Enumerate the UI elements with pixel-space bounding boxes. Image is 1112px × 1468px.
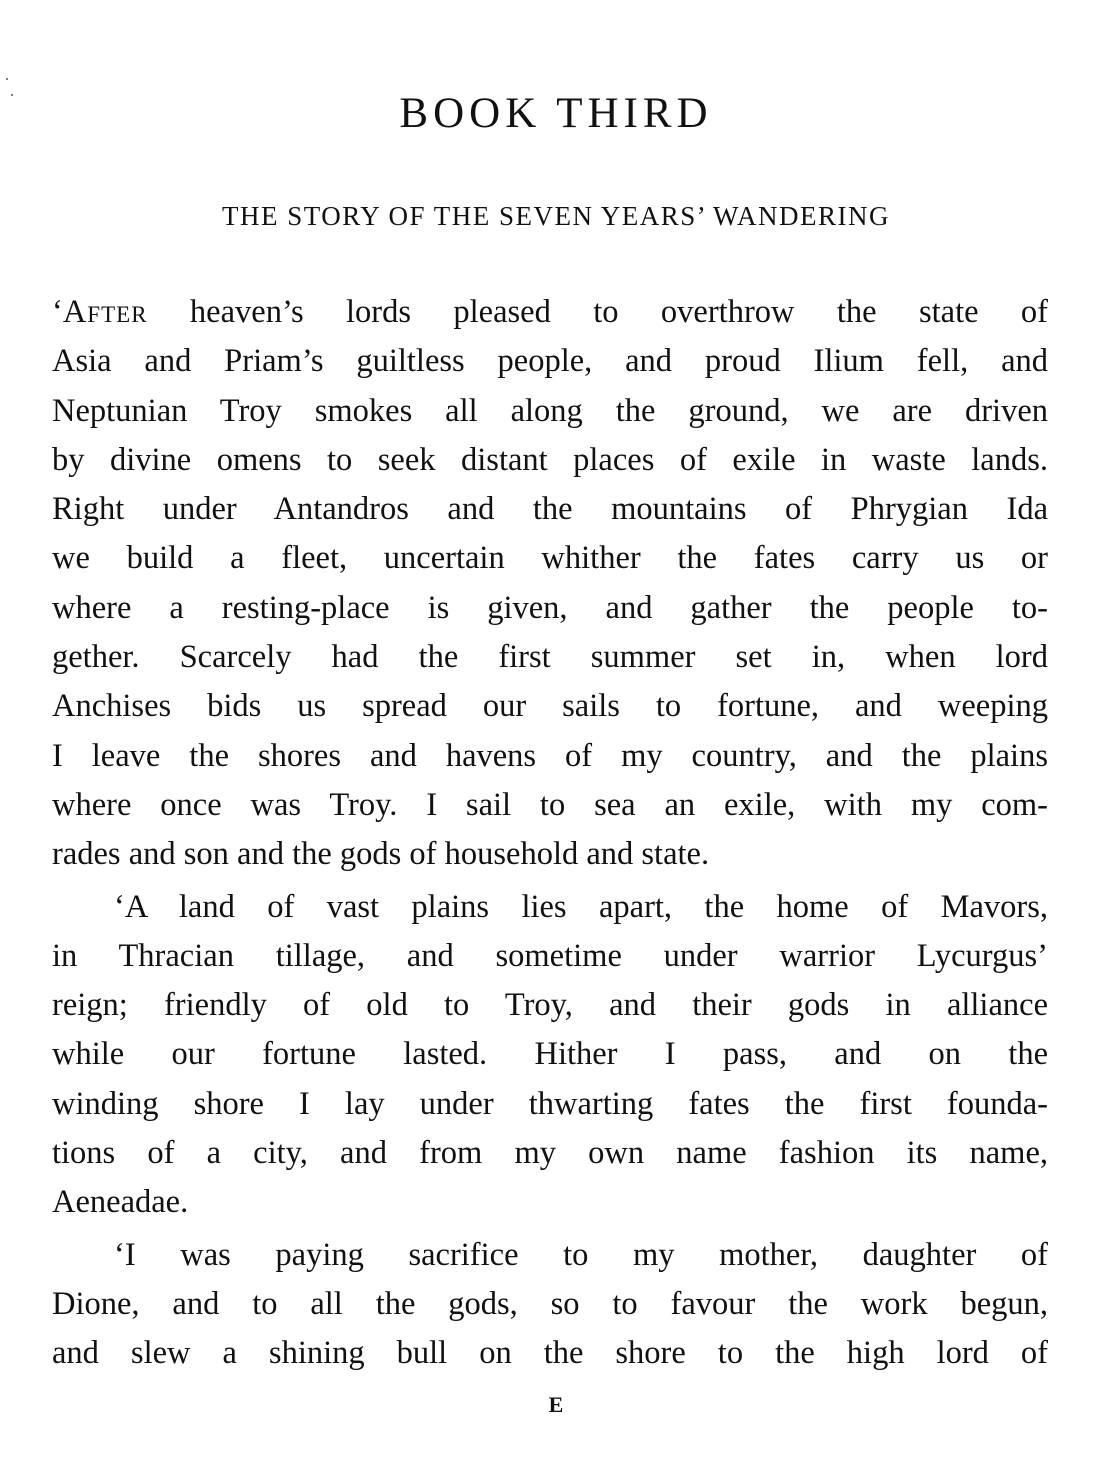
paragraph-1 <box>52 288 1048 880</box>
text-line: we build a fleet, uncertain whither the fates carry us or <box>52 540 1048 577</box>
text-line: in Thracian tillage, and sometime under warrior Lycurgus’ <box>52 937 1048 974</box>
text-line: rades and son and the gods of household and state. <box>52 836 710 873</box>
paragraph-3 <box>52 1231 1048 1379</box>
text-line: I leave the shores and havens of my country, and the plains <box>52 737 1048 774</box>
book-title: BOOK THIRD <box>399 90 713 137</box>
opening-quote: ‘ <box>52 294 63 330</box>
text-line-rest: heaven’s lords pleased to overthrow the state of <box>147 294 1048 330</box>
text-line: and slew a shining bull on the shore to the high lord of <box>52 1335 1048 1372</box>
text-line: ‘A land of vast plains lies apart, the home of Mavors, <box>114 888 1048 925</box>
scan-speck <box>6 78 8 80</box>
chapter-subtitle: THE STORY OF THE SEVEN YEARS’ WANDERING <box>221 201 891 231</box>
signature-mark: E <box>548 1392 564 1417</box>
text-line: Dione, and to all the gods, so to favour the work begun, <box>52 1285 1048 1322</box>
text-line: reign; friendly of old to Troy, and their gods in alliance <box>52 987 1048 1024</box>
paragraph-2 <box>52 883 1048 1228</box>
text-line: Right under Antandros and the mountains of Phrygian Ida <box>52 491 1048 528</box>
text-line: tions of a city, and from my own name fashion its name, <box>52 1135 1048 1172</box>
text-line: winding shore I lay under thwarting fates the first founda- <box>52 1085 1048 1122</box>
opening-word: After <box>62 294 148 330</box>
body-text <box>52 288 1048 1379</box>
text-line: where once was Troy. I sail to sea an exile, with my com- <box>52 786 1048 823</box>
text-line: by divine omens to seek distant places of exile in waste lands. <box>52 441 1048 478</box>
text-line: where a resting-place is given, and gather the people to- <box>52 589 1048 626</box>
text-line: Neptunian Troy smokes all along the ground, we are driven <box>52 392 1048 429</box>
text-line: while our fortune lasted. Hither I pass, and on the <box>52 1036 1048 1073</box>
text-line: Aeneadae. <box>52 1184 189 1221</box>
text-line: gether. Scarcely had the first summer set in, when lord <box>52 639 1048 676</box>
text-line: ‘I was paying sacrifice to my mother, daughter of <box>114 1236 1048 1273</box>
text-line: Asia and Priam’s guiltless people, and proud Ilium fell, and <box>52 343 1048 380</box>
text-line: Anchises bids us spread our sails to fortune, and weeping <box>52 688 1048 725</box>
text-line <box>52 288 1048 337</box>
